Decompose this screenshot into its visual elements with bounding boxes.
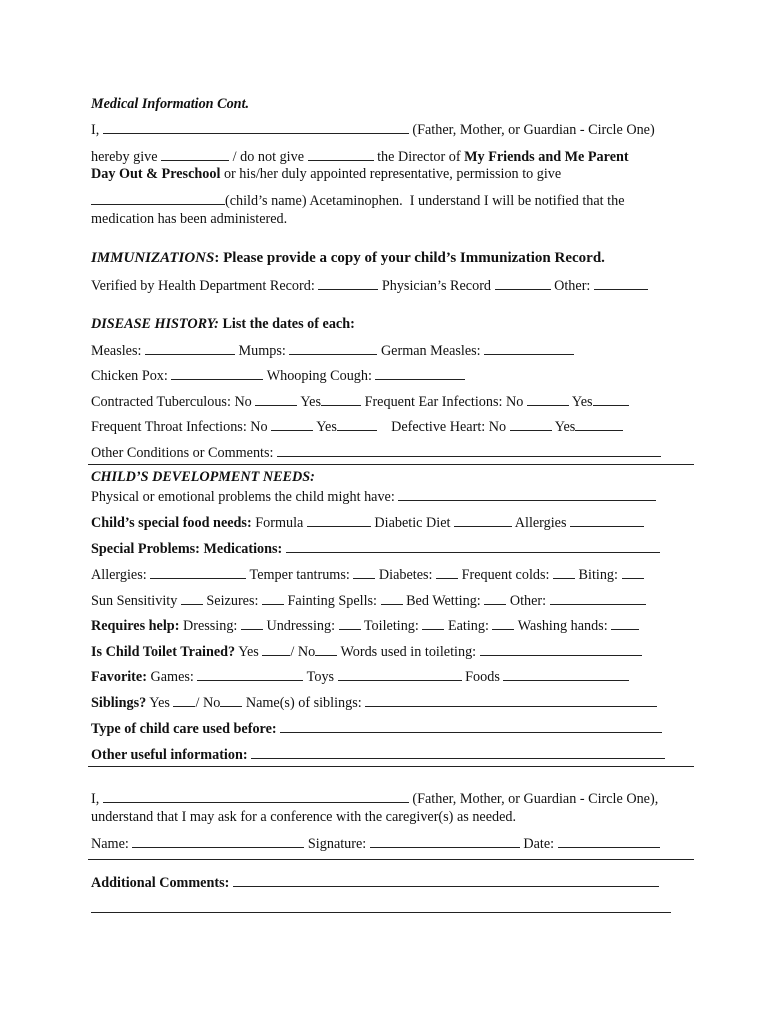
signature-row: Name: Signature: Date: (91, 835, 660, 852)
fainting-field[interactable] (381, 592, 403, 605)
section-divider (88, 464, 694, 465)
bed-wetting-field[interactable] (484, 592, 506, 605)
heart-yes-field[interactable] (575, 418, 623, 431)
mumps-date-field[interactable] (289, 342, 377, 355)
disease-history-heading: DISEASE HISTORY: List the dates of each: (91, 316, 355, 332)
page-title: Medical Information Cont. (91, 96, 250, 112)
immunization-verification: Verified by Health Department Record: Physician’s Record Other: (91, 277, 648, 294)
tb-yes-field[interactable] (321, 393, 361, 406)
requires-help-row: Requires help: Dressing: Undressing: Toileting: Eating: Washing hands: (91, 617, 639, 634)
seizures-field[interactable] (262, 592, 284, 605)
health-dept-record-field[interactable] (318, 277, 378, 290)
formula-field[interactable] (307, 514, 371, 527)
childcare-row: Type of child care used before: (91, 720, 662, 737)
consent-line-2: hereby give / do not give the Director of My Friends and Me Parent (91, 149, 629, 165)
conference-line-2: understand that I may ask for a conference with the caregiver(s) as needed. (91, 809, 517, 825)
throat-yes-field[interactable] (337, 418, 377, 431)
allergies-field[interactable] (150, 566, 246, 579)
additional-comments-line-2[interactable] (91, 912, 671, 913)
measles-date-field[interactable] (145, 342, 235, 355)
food-allergies-field[interactable] (570, 514, 644, 527)
physician-record-field[interactable] (495, 277, 551, 290)
child-name-field[interactable] (91, 192, 225, 205)
ear-no-field[interactable] (527, 393, 569, 406)
throat-no-field[interactable] (271, 418, 313, 431)
consent-line-4: (child’s name) Acetaminophen. I understand I will be notified that the (91, 192, 625, 209)
useful-info-field[interactable] (251, 746, 665, 759)
disease-row-1: Measles: Mumps: German Measles: (91, 342, 574, 359)
additional-comments-row: Additional Comments: (91, 874, 659, 891)
biting-field[interactable] (622, 566, 644, 579)
signature-field[interactable] (370, 835, 520, 848)
medications-row: Special Problems: Medications: (91, 540, 660, 557)
date-field[interactable] (558, 835, 660, 848)
dressing-field[interactable] (241, 617, 263, 630)
sibling-names-field[interactable] (365, 694, 657, 707)
immunizations-heading: IMMUNIZATIONS: Please provide a copy of your child’s Immunization Record. (91, 250, 605, 266)
consent-line-5: medication has been administered. (91, 211, 288, 227)
favorite-toys-field[interactable] (338, 668, 462, 681)
colds-field[interactable] (553, 566, 575, 579)
childcare-field[interactable] (280, 720, 662, 733)
section-divider (88, 859, 694, 860)
siblings-row: Siblings? Yes / No Name(s) of siblings: (91, 694, 657, 711)
undressing-field[interactable] (339, 617, 361, 630)
tantrums-field[interactable] (353, 566, 375, 579)
guardian-name-field[interactable] (103, 121, 409, 134)
toileting-words-field[interactable] (480, 643, 642, 656)
washing-hands-field[interactable] (611, 617, 639, 630)
food-needs-row: Child’s special food needs: Formula Diabetic Diet Allergies (91, 514, 644, 531)
consent-line-3: Day Out & Preschool or his/her duly appointed representative, permission to give (91, 166, 562, 182)
name-field[interactable] (132, 835, 304, 848)
additional-comments-field[interactable] (233, 874, 659, 887)
heart-no-field[interactable] (510, 418, 552, 431)
conference-guardian-field[interactable] (103, 790, 409, 803)
physical-problems-field[interactable] (398, 488, 656, 501)
special-problems-row-2: Sun Sensitivity Seizures: Fainting Spells: Bed Wetting: Other: (91, 592, 646, 609)
siblings-yes-field[interactable] (173, 694, 195, 707)
disease-row-4: Frequent Throat Infections: No Yes Defective Heart: No Yes (91, 418, 623, 435)
immunization-other-field[interactable] (594, 277, 648, 290)
special-problems-row-1: Allergies: Temper tantrums: Diabetes: Frequent colds: Biting: (91, 566, 644, 583)
medications-field[interactable] (286, 540, 660, 553)
other-conditions-row: Other Conditions or Comments: (91, 444, 661, 461)
chicken-pox-date-field[interactable] (171, 367, 263, 380)
favorites-row: Favorite: Games: Toys Foods (91, 668, 629, 685)
development-heading: CHILD’S DEVELOPMENT NEEDS: (91, 469, 315, 485)
give-field[interactable] (161, 148, 229, 161)
ear-yes-field[interactable] (593, 393, 629, 406)
tb-no-field[interactable] (255, 393, 297, 406)
german-measles-date-field[interactable] (484, 342, 574, 355)
other-conditions-field[interactable] (277, 444, 661, 457)
useful-info-row: Other useful information: (91, 746, 665, 763)
section-divider (88, 766, 694, 767)
favorite-foods-field[interactable] (503, 668, 629, 681)
consent-line-1: I, (Father, Mother, or Guardian - Circle One) (91, 122, 655, 138)
toilet-no-field[interactable] (315, 643, 337, 656)
toilet-trained-row: Is Child Toilet Trained? Yes / No Words used in toileting: (91, 643, 642, 660)
disease-row-2: Chicken Pox: Whooping Cough: (91, 367, 465, 384)
toilet-yes-field[interactable] (262, 643, 290, 656)
conference-line-1: I, (Father, Mother, or Guardian - Circle One), (91, 791, 659, 807)
disease-row-3: Contracted Tuberculous: No Yes Frequent Ear Infections: No Yes (91, 393, 629, 410)
eating-field[interactable] (492, 617, 514, 630)
do-not-give-field[interactable] (308, 148, 374, 161)
diabetes-field[interactable] (436, 566, 458, 579)
whooping-cough-date-field[interactable] (375, 367, 465, 380)
sun-sensitivity-field[interactable] (181, 592, 203, 605)
physical-problems-row: Physical or emotional problems the child might have: (91, 488, 656, 505)
diabetic-diet-field[interactable] (454, 514, 512, 527)
problems-other-field[interactable] (550, 592, 646, 605)
toileting-field[interactable] (422, 617, 444, 630)
siblings-no-field[interactable] (220, 694, 242, 707)
favorite-games-field[interactable] (197, 668, 303, 681)
